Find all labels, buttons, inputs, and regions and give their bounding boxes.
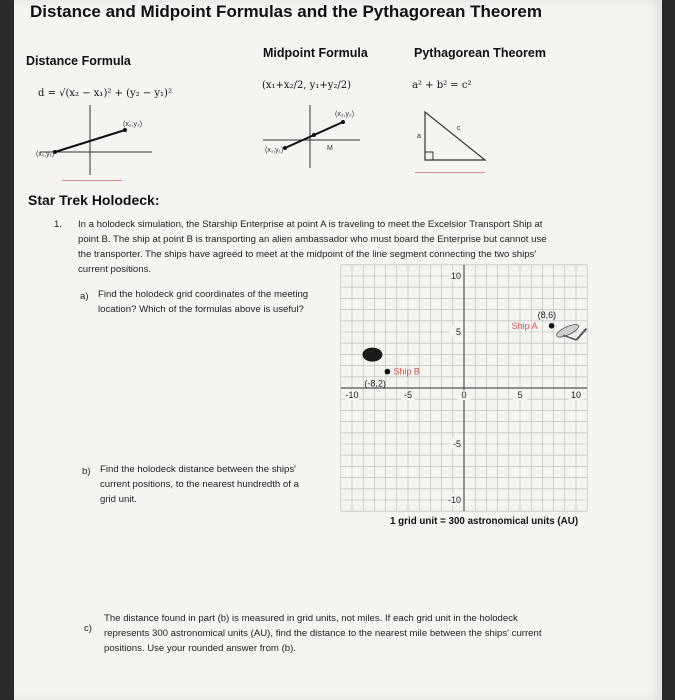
midpoint-point-m (312, 133, 316, 137)
pythagorean-expression: a² + b² = c² (412, 80, 472, 91)
x-tick-label: 5 (517, 390, 523, 400)
ship-a-label: Ship A (511, 320, 538, 331)
part-a-label: a) (80, 291, 89, 302)
y-tick-label: 5 (455, 327, 461, 337)
starship-enterprise-icon (555, 320, 589, 347)
distance-point-2 (123, 128, 127, 132)
part-a-line: location? Which of the formulas above is useful? (98, 304, 304, 315)
ship-b-icon (362, 348, 382, 362)
side-c-label: c (457, 125, 461, 132)
x-tick-labels (345, 390, 583, 400)
part-a-text (98, 287, 308, 317)
distance-formula-heading: Distance Formula (26, 54, 131, 68)
part-b-label: b) (82, 466, 91, 477)
distance-point1-label: (x₁,y₁) (36, 151, 55, 158)
x-tick-label: -10 (345, 390, 359, 400)
question-line: the transporter. The ships have agreed to meet at the midpoint of the line segment connecting the two ships' (78, 249, 537, 260)
coordinate-grid (345, 268, 602, 513)
midpoint-m-label: M (327, 145, 333, 152)
x-tick-label: 0 (461, 390, 467, 400)
midpoint-point2-label: (x₂,y₂) (335, 111, 355, 118)
midpoint-formula-heading: Midpoint Formula (263, 46, 368, 60)
grid-unit-note: 1 grid unit = 300 astronomical units (AU) (390, 516, 579, 527)
y-tick-label: 10 (450, 271, 461, 281)
midpoint-point1-label: (x₁,y₁) (265, 147, 284, 154)
distance-point2-label: (x₂,y₂) (123, 121, 143, 128)
ship-b-coordinates: (-8,2) (364, 378, 386, 389)
distance-diagram (30, 100, 160, 180)
pythagorean-underline (415, 172, 485, 173)
right-triangle (425, 112, 485, 160)
x-tick-label: 10 (570, 390, 582, 400)
distance-formula-expression: d = √(x₂ − x₁)² + (y₂ − y₁)² (38, 88, 172, 99)
midpoint-formula-expression: (x₁+x₂/2, y₁+y₂/2) (262, 80, 351, 91)
part-a-line: Find the holodeck grid coordinates of the meeting (98, 289, 309, 300)
ship-b-point (385, 369, 391, 375)
pythagorean-diagram (405, 100, 495, 170)
question-line: In a holodeck simulation, the Starship Enterprise at point A is traveling to meet the Excelsior Transport Ship at (78, 219, 543, 230)
ship-a-coordinates: (8,6) (537, 309, 557, 320)
part-c-line: positions. Use your rounded answer from (b). (104, 643, 296, 654)
page-title: Distance and Midpoint Formulas and the Pythagorean Theorem (30, 2, 542, 21)
midpoint-diagram (255, 100, 365, 170)
midpoint-point-2 (341, 120, 345, 124)
ship-a-point (549, 323, 555, 329)
section-title: Star Trek Holodeck: (28, 192, 160, 208)
part-b-text (100, 462, 299, 507)
part-b-line: Find the holodeck distance between the ships' (100, 464, 296, 475)
part-c-line: represents 300 astronomical units (AU), find the distance to the nearest mile between the ships' current (104, 628, 542, 639)
ship-b-label: Ship B (393, 366, 420, 377)
distance-underline (62, 180, 122, 181)
side-a-label: a (417, 133, 421, 140)
question-number: 1. (54, 219, 63, 230)
y-tick-label: -10 (447, 495, 461, 505)
part-c-line: The distance found in part (b) is measured in grid units, not miles. If each grid unit in the holodeck (104, 613, 518, 624)
x-tick-label: -5 (403, 390, 413, 400)
part-b-line: current positions, to the nearest hundredth of a (100, 479, 299, 490)
question-line: current positions. (78, 264, 152, 275)
part-c-text (104, 611, 542, 656)
y-tick-label: -5 (452, 439, 461, 449)
right-angle-marker (425, 152, 433, 160)
midpoint-point-1 (283, 146, 287, 150)
question-line: point B. The ship at point B is transporting an alien ambassador who must board the Enterprise but cannot use (78, 234, 547, 245)
part-b-line: grid unit. (100, 494, 137, 505)
pythagorean-heading: Pythagorean Theorem (414, 46, 546, 60)
part-c-label: c) (84, 623, 92, 634)
